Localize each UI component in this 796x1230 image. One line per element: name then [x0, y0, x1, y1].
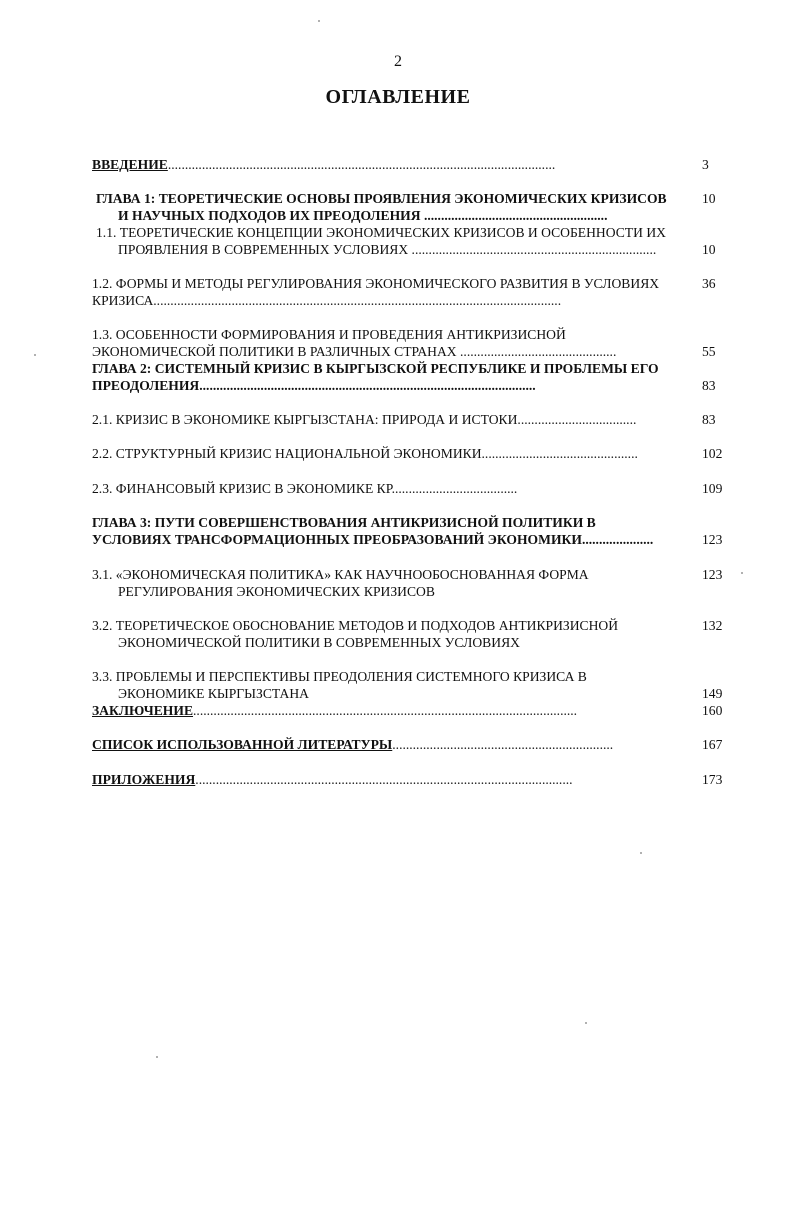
toc-page-number: 149	[702, 686, 723, 701]
toc-page-number: 83	[702, 412, 716, 427]
page-number: 2	[394, 53, 402, 70]
toc-entry-title-line-2: КРИЗИСА	[92, 293, 154, 308]
dot-leader: ..............................................	[456, 344, 617, 359]
toc-page-number: 123	[702, 532, 723, 547]
toc-page-number: 102	[702, 446, 723, 461]
toc-page-number: 109	[702, 481, 723, 496]
toc-entry-title-line-1: 1.2. ФОРМЫ И МЕТОДЫ РЕГУЛИРОВАНИЯ ЭКОНОМИЧЕСКОГО РАЗВИТИЯ В УСЛОВИЯХ	[92, 276, 660, 291]
toc-page-number: 10	[702, 191, 716, 206]
toc-entry-title: ПРИЛОЖЕНИЯ	[92, 772, 196, 787]
dot-leader: ...............................................................................................................	[195, 772, 573, 787]
toc-entry-title-line-1: 3.2. ТЕОРЕТИЧЕСКОЕ ОБОСНОВАНИЕ МЕТОДОВ И ПОДХОДОВ АНТИКРИЗИСНОЙ	[92, 618, 619, 633]
toc-page-number: 83	[702, 378, 716, 393]
toc-entry-title-line-2: ЭКОНОМИЧЕСКОЙ ПОЛИТИКИ В СОВРЕМЕННЫХ УСЛОВИЯХ	[118, 635, 520, 650]
page-title: ОГЛАВЛЕНИЕ	[325, 86, 471, 108]
toc-entry-title-line-2: ЭКОНОМИКЕ КЫРГЫЗСТАНА	[118, 686, 309, 701]
toc-page-number: 173	[702, 772, 723, 787]
toc-page-number: 160	[702, 703, 723, 718]
toc-page-number: 3	[702, 157, 709, 172]
dot-leader: .................................................................................................................	[193, 703, 578, 718]
toc-entry-title-line-1: ГЛАВА 3: ПУТИ СОВЕРШЕНСТВОВАНИЯ АНТИКРИЗИСНОЙ ПОЛИТИКИ В	[92, 515, 596, 530]
dot-leader: .....................................	[391, 481, 518, 496]
toc-entry-title: ВВЕДЕНИЕ	[92, 157, 168, 172]
scan-speck	[585, 1022, 587, 1024]
toc-entry-title: 2.2. СТРУКТУРНЫЙ КРИЗИС НАЦИОНАЛЬНОЙ ЭКОНОМИКИ	[92, 446, 482, 461]
dot-leader: ..............................................	[481, 446, 638, 461]
toc-entry-title-line-1: 3.1. «ЭКОНОМИЧЕСКАЯ ПОЛИТИКА» КАК НАУЧНООБОСНОВАННАЯ ФОРМА	[92, 567, 589, 582]
dot-leader: ...................................................................................................	[199, 378, 536, 393]
toc-entry-title-line-1: ГЛАВА 1: ТЕОРЕТИЧЕСКИЕ ОСНОВЫ ПРОЯВЛЕНИЯ ЭКОНОМИЧЕСКИХ КРИЗИСОВ	[96, 191, 667, 206]
scan-speck	[640, 852, 642, 854]
toc-entry-title-line-1: 3.3. ПРОБЛЕМЫ И ПЕРСПЕКТИВЫ ПРЕОДОЛЕНИЯ СИСТЕМНОГО КРИЗИСА В	[92, 669, 587, 684]
toc-entry-title-line-2: И НАУЧНЫХ ПОДХОДОВ ИХ ПРЕОДОЛЕНИЯ	[118, 208, 421, 223]
toc-entry-title-line-2: ЭКОНОМИЧЕСКОЙ ПОЛИТИКИ В РАЗЛИЧНЫХ СТРАНАХ	[92, 344, 457, 359]
toc-entry-title: ЗАКЛЮЧЕНИЕ	[92, 703, 194, 718]
dot-leader: ........................................................................................................................	[153, 293, 562, 308]
scan-speck	[34, 354, 36, 356]
toc-entry-title: 2.1. КРИЗИС В ЭКОНОМИКЕ КЫРГЫЗСТАНА: ПРИРОДА И ИСТОКИ	[92, 412, 518, 427]
toc-page-number: 36	[702, 276, 716, 291]
scan-speck	[318, 20, 320, 22]
dot-leader: ..................................................................................................................	[167, 157, 556, 172]
toc-entry-title-line-2: РЕГУЛИРОВАНИЯ ЭКОНОМИЧЕСКИХ КРИЗИСОВ	[118, 584, 435, 599]
toc-entry-title-line-2: ПРОЯВЛЕНИЯ В СОВРЕМЕННЫХ УСЛОВИЯХ	[118, 242, 409, 257]
toc-entry-title: 2.3. ФИНАНСОВЫЙ КРИЗИС В ЭКОНОМИКЕ КР	[92, 481, 392, 496]
toc-entry-title-line-2: УСЛОВИЯХ ТРАНСФОРМАЦИОННЫХ ПРЕОБРАЗОВАНИЙ ЭКОНОМИКИ	[92, 532, 582, 547]
toc-page-number: 132	[702, 618, 723, 633]
dot-leader: ......................................................	[420, 208, 608, 223]
dot-leader: .....................	[581, 532, 654, 547]
scan-speck	[741, 572, 743, 574]
toc-entry-title-line-1: 1.1. ТЕОРЕТИЧЕСКИЕ КОНЦЕПЦИИ ЭКОНОМИЧЕСКИХ КРИЗИСОВ И ОСОБЕННОСТИ ИХ	[96, 225, 666, 240]
toc-entry-title: СПИСОК ИСПОЛЬЗОВАННОЙ ЛИТЕРАТУРЫ	[92, 737, 393, 752]
toc-page-number: 10	[702, 242, 716, 257]
toc-page-number: 55	[702, 344, 716, 359]
toc-entry-title-line-1: ГЛАВА 2: СИСТЕМНЫЙ КРИЗИС В КЫРГЫЗСКОЙ РЕСПУБЛИКЕ И ПРОБЛЕМЫ ЕГО	[92, 361, 659, 376]
dot-leader: .................................................................	[392, 737, 614, 752]
dot-leader: ...................................	[517, 412, 637, 427]
toc-entry-title-line-1: 1.3. ОСОБЕННОСТИ ФОРМИРОВАНИЯ И ПРОВЕДЕНИЯ АНТИКРИЗИСНОЙ	[92, 327, 566, 342]
toc-page-number: 167	[702, 737, 723, 752]
dot-leader: ........................................................................	[408, 242, 657, 257]
toc-page-number: 123	[702, 567, 723, 582]
toc-entry-title-line-2: ПРЕОДОЛЕНИЯ	[92, 378, 200, 393]
scan-speck	[156, 1056, 158, 1058]
